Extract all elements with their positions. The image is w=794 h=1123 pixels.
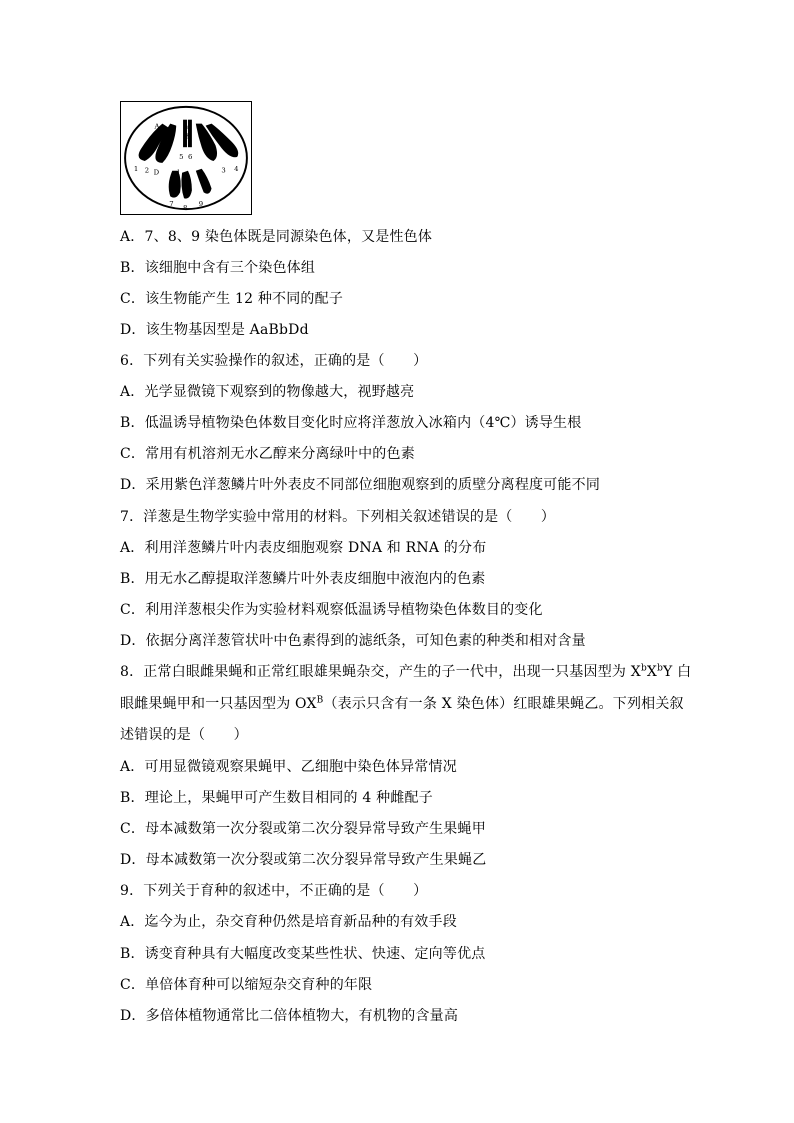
- chromosome-number-6: 6: [187, 152, 193, 161]
- q8-superscript-3: B: [316, 695, 324, 706]
- q5-option-a: A．7、8、9 染色体既是同源染色体，又是性色体: [120, 229, 433, 245]
- q8-stem-text-5: （表示只含有一条 X 染色体）红眼雄果蝇乙。下列相关叙: [323, 696, 684, 712]
- q8-superscript-1: b: [640, 663, 647, 674]
- q7-option-c: C．利用洋葱根尖作为实验材料观察低温诱导植物染色体数目的变化: [120, 602, 543, 618]
- q9-option-b: B．诱变育种具有大幅度改变某些性状、快速、定向等优点: [120, 946, 486, 962]
- allele-label-B: B: [184, 132, 190, 141]
- q8-stem-text-1: 8．正常白眼雌果蝇和正常红眼雄果蝇杂交，产生的子一代中，出现一只基因型为 X: [120, 664, 641, 680]
- q6-option-d: D．采用紫色洋葱鳞片叶外表皮不同部位细胞观察到的质壁分离程度可能不同: [120, 477, 601, 493]
- q8-option-a: A．可用显微镜观察果蝇甲、乙细胞中染色体异常情况: [120, 759, 457, 775]
- q7-option-a: A．利用洋葱鳞片叶内表皮细胞观察 DNA 和 RNA 的分布: [120, 540, 487, 556]
- chromosome-number-1: 1: [133, 164, 139, 173]
- q8-option-c: C．母本减数第一次分裂或第二次分裂异常导致产生果蝇甲: [120, 821, 486, 837]
- q8-stem-line-1: [120, 663, 691, 681]
- allele-label-A: A: [154, 122, 160, 131]
- chromosome-figure: [120, 101, 252, 215]
- chromosome-8: [181, 171, 191, 199]
- q9-option-d: D．多倍体植物通常比二倍体植物大，有机物的含量高: [120, 1008, 459, 1024]
- q6-option-b: B．低温诱导植物染色体数目变化时应将洋葱放入冰箱内（4℃）诱导生根: [120, 415, 582, 431]
- chromosome-number-7: 7: [169, 200, 174, 209]
- q9-stem: 9．下列关于育种的叙述中，不正确的是（ ）: [120, 883, 428, 899]
- q6-option-a: A．光学显微镜下观察到的物像越大，视野越亮: [120, 384, 415, 400]
- q7-option-b: B．用无水乙醇提取洋葱鳞片叶外表皮细胞中液泡内的色素: [120, 571, 486, 587]
- q9-option-a: A．迄今为止，杂交育种仍然是培育新品种的有效手段: [120, 914, 457, 930]
- q5-option-c: C．该生物能产生 12 种不同的配子: [120, 291, 344, 307]
- chromosome-number-9: 9: [198, 200, 204, 209]
- allele-label-D: D: [153, 168, 160, 177]
- q8-stem-text-3: Y 白: [663, 664, 692, 680]
- chromosome-number-5: 5: [179, 152, 184, 161]
- chromosome-number-3: 3: [221, 166, 226, 175]
- q8-stem-line-2: [120, 695, 684, 713]
- q6-option-c: C．常用有机溶剂无水乙醇来分离绿叶中的色素: [120, 446, 415, 462]
- allele-label-a: a: [184, 122, 189, 131]
- q9-option-c: C．单倍体育种可以缩短杂交育种的年限: [120, 977, 373, 993]
- q7-option-d: D．依据分离洋葱管状叶中色素得到的滤纸条，可知色素的种类和相对含量: [120, 633, 586, 649]
- q8-superscript-2: b: [657, 663, 664, 674]
- q8-option-d: D．母本减数第一次分裂或第二次分裂异常导致产生果蝇乙: [120, 852, 487, 868]
- q8-option-b: B．理论上，果蝇甲可产生数目相同的 4 种雌配子: [120, 790, 433, 806]
- q7-stem: 7．洋葱是生物学实验中常用的材料。下列相关叙述错误的是（ ）: [120, 509, 556, 525]
- q8-stem-line-3: 述错误的是（ ）: [120, 727, 248, 743]
- allele-label-b: b: [218, 132, 223, 141]
- chromosome-number-2: 2: [144, 166, 150, 175]
- q6-stem: 6．下列有关实验操作的叙述，正确的是（ ）: [120, 353, 428, 369]
- q5-option-b: B．该细胞中含有三个染色体组: [120, 260, 316, 276]
- q8-stem-text-2: X: [646, 664, 658, 680]
- q8-stem-text-4: 眼雌果蝇甲和一只基因型为 OX: [120, 696, 317, 712]
- chromosome-9: [196, 169, 212, 194]
- q5-option-d: D．该生物基因型是 AaBbDd: [120, 322, 309, 338]
- allele-label-d: d: [175, 168, 180, 177]
- chromosome-number-8: 8: [183, 204, 188, 213]
- chromosome-diagram: [121, 102, 251, 214]
- chromosome-number-4: 4: [234, 164, 239, 173]
